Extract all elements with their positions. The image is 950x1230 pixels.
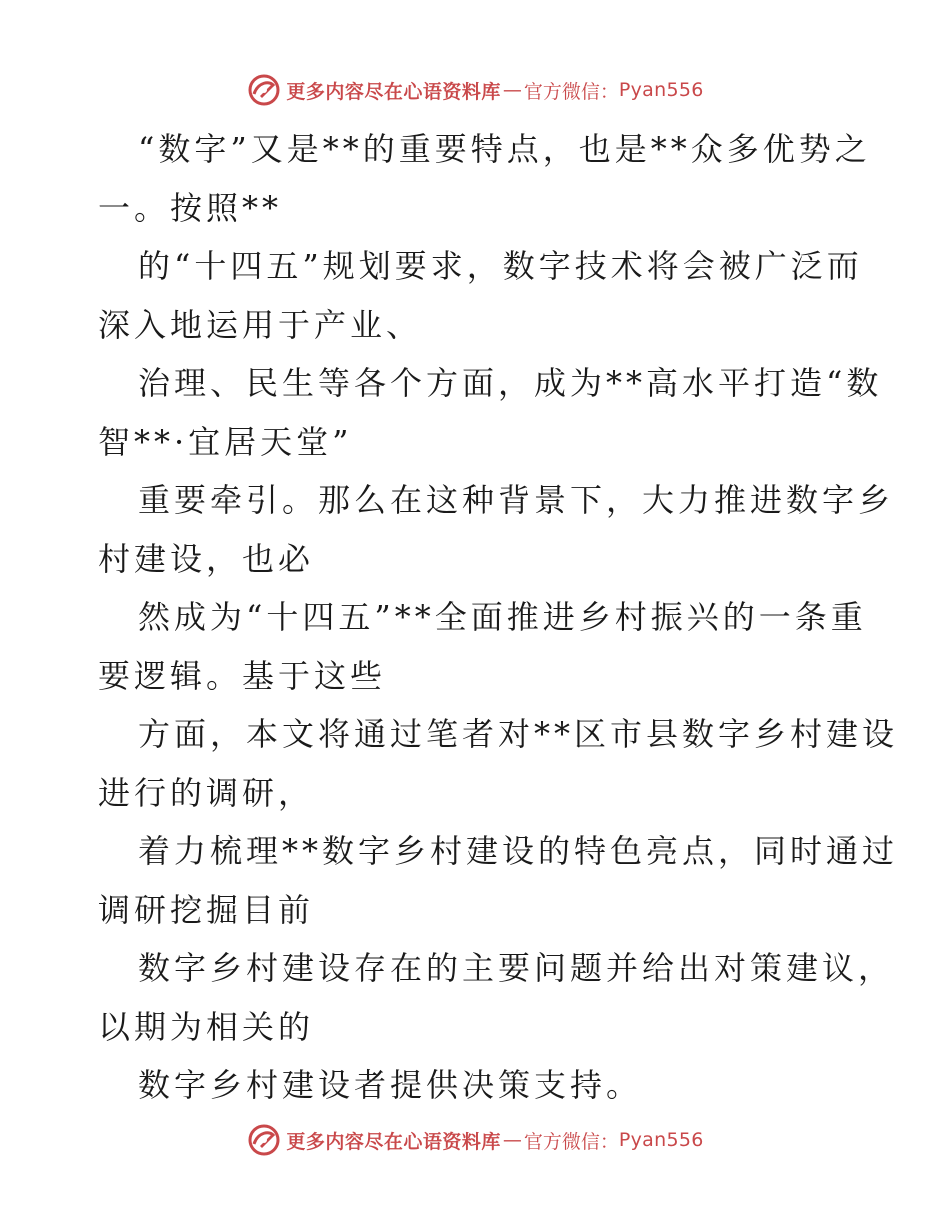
paragraph xyxy=(98,471,895,588)
paragraph-line-first: 重要牵引。那么在这种背景下，大力推进数字乡 xyxy=(138,481,895,519)
paragraph xyxy=(98,354,883,471)
paragraph-line-rest: 智**·宜居天堂” xyxy=(98,422,353,461)
watermark-separator: — xyxy=(502,1129,522,1151)
paragraph-line-rest: 深入地运用于产业、 xyxy=(98,305,423,344)
watermark-official-label: 官方微信： xyxy=(523,1130,619,1153)
red-swirl-pen-logo-icon xyxy=(246,72,282,108)
watermark-official-label: 官方微信： xyxy=(523,80,619,103)
paragraph-line-first: 然成为“十四五”**全面推进乡村振兴的一条重 xyxy=(138,598,867,636)
header-watermark-banner xyxy=(0,70,950,110)
watermark-site-name: 更多内容尽在心语资料库 xyxy=(286,80,501,103)
red-swirl-pen-logo-icon xyxy=(246,1122,282,1158)
paragraph-line-rest: 要逻辑。基于这些 xyxy=(98,656,387,695)
watermark-site-name: 更多内容尽在心语资料库 xyxy=(286,1130,501,1153)
paragraph-line-first: 的“十四五”规划要求，数字技术将会被广泛而 xyxy=(138,247,863,285)
paragraph-line-first: 方面，本文将通过笔者对**区市县数字乡村建设 xyxy=(138,715,899,753)
paragraph-line-first: 着力梳理**数字乡村建设的特色亮点，同时通过 xyxy=(138,832,899,870)
paragraph xyxy=(98,588,867,705)
paragraph xyxy=(98,237,863,354)
paragraph xyxy=(98,705,899,822)
watermark-wechat-handle: Pyan556 xyxy=(618,1129,704,1151)
paragraph-line-rest: 以期为相关的 xyxy=(98,1007,315,1046)
paragraph-line-first: 数字乡村建设者提供决策支持。 xyxy=(138,1066,643,1104)
paragraph-line-first: 数字乡村建设存在的主要问题并给出对策建议， xyxy=(138,949,895,987)
paragraph-line-first: 治理、民生等各个方面，成为**高水平打造“数 xyxy=(138,364,883,402)
footer-watermark-banner xyxy=(0,1120,950,1160)
paragraph-line-rest: 进行的调研， xyxy=(98,773,315,812)
paragraph xyxy=(98,822,899,939)
paragraph-line-first: “数字”又是**的重要特点，也是**众多优势之 xyxy=(138,130,871,168)
document-body xyxy=(98,120,899,1115)
paragraph xyxy=(98,120,871,237)
watermark-wechat-handle: Pyan556 xyxy=(618,79,704,101)
paragraph xyxy=(98,1056,858,1115)
paragraph-line-rest: 调研挖掘目前 xyxy=(98,890,315,929)
paragraph xyxy=(98,939,895,1056)
paragraph-line-rest: 村建设，也必 xyxy=(98,539,315,578)
watermark-separator: — xyxy=(502,79,522,101)
paragraph-line-rest: 一。按照** xyxy=(98,188,283,227)
